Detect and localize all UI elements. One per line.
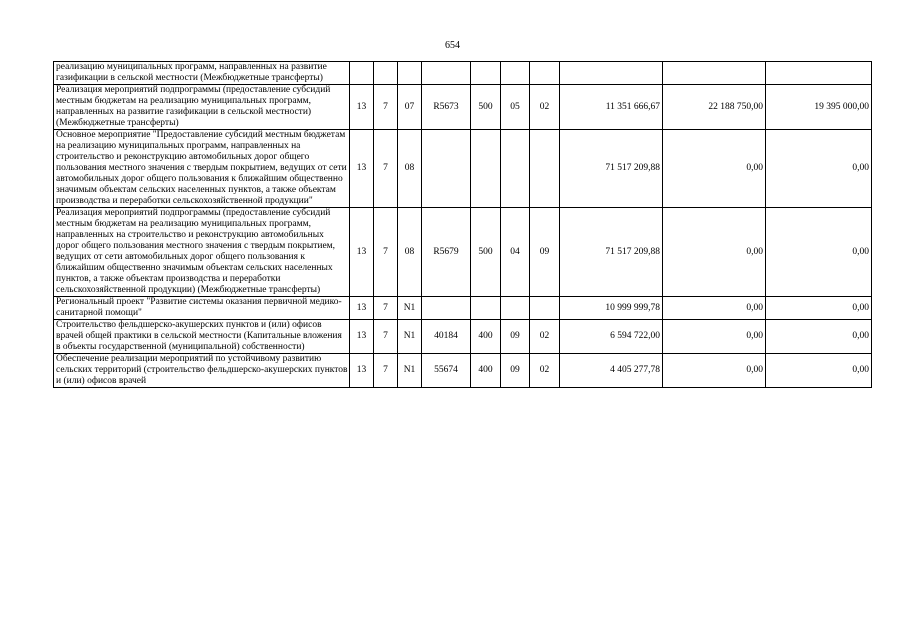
code-cell-4: R5679 xyxy=(422,208,471,297)
code-cell-7: 02 xyxy=(530,320,560,354)
code-cell-5: 500 xyxy=(471,208,501,297)
code-cell-6 xyxy=(501,130,530,208)
code-cell-3: N1 xyxy=(398,297,422,320)
row-description: Региональный проект "Развитие системы оказания первичной медико-санитарной помощи" xyxy=(54,297,350,320)
budget-table xyxy=(53,61,872,388)
amount-cell-1: 10 999 999,78 xyxy=(560,297,663,320)
code-cell-1: 13 xyxy=(350,297,374,320)
row-description: Строительство фельдшерско-акушерских пунктов и (или) офисов врачей общей практики в сельской местности (Капитальные вложения в объекты государственной (муниципальной) собственности) xyxy=(54,320,350,354)
table-row xyxy=(54,354,872,388)
amount-cell-2 xyxy=(663,62,766,85)
code-cell-1: 13 xyxy=(350,130,374,208)
amount-cell-1 xyxy=(560,62,663,85)
table-row xyxy=(54,130,872,208)
amount-cell-1: 71 517 209,88 xyxy=(560,208,663,297)
code-cell-7: 09 xyxy=(530,208,560,297)
code-cell-5 xyxy=(471,130,501,208)
code-cell-6: 05 xyxy=(501,85,530,130)
amount-cell-2: 0,00 xyxy=(663,297,766,320)
code-cell-3: N1 xyxy=(398,354,422,388)
code-cell-5 xyxy=(471,62,501,85)
code-cell-3: 08 xyxy=(398,130,422,208)
code-cell-5: 500 xyxy=(471,85,501,130)
row-description: Обеспечение реализации мероприятий по устойчивому развитию сельских территорий (строительство фельдшерско-акушерских пунктов и (или) офисов врачей xyxy=(54,354,350,388)
amount-cell-3: 0,00 xyxy=(766,208,872,297)
amount-cell-1: 4 405 277,78 xyxy=(560,354,663,388)
table-body xyxy=(54,62,872,388)
amount-cell-2: 22 188 750,00 xyxy=(663,85,766,130)
code-cell-3: N1 xyxy=(398,320,422,354)
code-cell-1: 13 xyxy=(350,85,374,130)
code-cell-3: 08 xyxy=(398,208,422,297)
code-cell-1 xyxy=(350,62,374,85)
code-cell-1: 13 xyxy=(350,320,374,354)
amount-cell-2: 0,00 xyxy=(663,320,766,354)
table-row xyxy=(54,62,872,85)
code-cell-6: 09 xyxy=(501,320,530,354)
code-cell-1: 13 xyxy=(350,208,374,297)
code-cell-7 xyxy=(530,297,560,320)
amount-cell-1: 6 594 722,00 xyxy=(560,320,663,354)
code-cell-5: 400 xyxy=(471,320,501,354)
code-cell-4: 55674 xyxy=(422,354,471,388)
code-cell-7: 02 xyxy=(530,85,560,130)
amount-cell-3: 0,00 xyxy=(766,320,872,354)
code-cell-6 xyxy=(501,62,530,85)
code-cell-2: 7 xyxy=(374,85,398,130)
table-row xyxy=(54,85,872,130)
amount-cell-2: 0,00 xyxy=(663,208,766,297)
amount-cell-3: 19 395 000,00 xyxy=(766,85,872,130)
row-description: Основное мероприятие "Предоставление субсидий местным бюджетам на реализацию муниципальных программ, направленных на строительство и реконструкцию автомобильных дорог общего пользования местного значения с твердым покрытием, ведущих от сети автомобильных дорог общего пользования к ближайшим общественно значимым объектам сельских населенных пунктов, а также объектам производства и переработки сельскохозяйственной продукции" xyxy=(54,130,350,208)
code-cell-5 xyxy=(471,297,501,320)
row-description: Реализация мероприятий подпрограммы (предоставление субсидий местным бюджетам на реализацию муниципальных программ, направленных на строительство и реконструкцию автомобильных дорог общего пользования местного значения с твердым покрытием, ведущих от сети автомобильных дорог общего пользования к ближайшим общественно значимым объектам сельских населенных пунктов, а также объектам производства и переработки сельскохозяйственной продукции) (Межбюджетные трансферты) xyxy=(54,208,350,297)
amount-cell-3: 0,00 xyxy=(766,130,872,208)
code-cell-4 xyxy=(422,297,471,320)
code-cell-6 xyxy=(501,297,530,320)
table-row xyxy=(54,208,872,297)
amount-cell-3: 0,00 xyxy=(766,354,872,388)
amount-cell-3 xyxy=(766,62,872,85)
table-row xyxy=(54,297,872,320)
code-cell-2 xyxy=(374,62,398,85)
amount-cell-1: 11 351 666,67 xyxy=(560,85,663,130)
code-cell-3 xyxy=(398,62,422,85)
amount-cell-2: 0,00 xyxy=(663,130,766,208)
code-cell-2: 7 xyxy=(374,130,398,208)
code-cell-1: 13 xyxy=(350,354,374,388)
code-cell-6: 04 xyxy=(501,208,530,297)
code-cell-7 xyxy=(530,130,560,208)
code-cell-3: 07 xyxy=(398,85,422,130)
code-cell-2: 7 xyxy=(374,297,398,320)
code-cell-4 xyxy=(422,62,471,85)
code-cell-2: 7 xyxy=(374,354,398,388)
code-cell-4: R5673 xyxy=(422,85,471,130)
code-cell-2: 7 xyxy=(374,208,398,297)
code-cell-4 xyxy=(422,130,471,208)
code-cell-7 xyxy=(530,62,560,85)
amount-cell-2: 0,00 xyxy=(663,354,766,388)
code-cell-2: 7 xyxy=(374,320,398,354)
code-cell-4: 40184 xyxy=(422,320,471,354)
table-row xyxy=(54,320,872,354)
page-number: 654 xyxy=(445,40,460,51)
amount-cell-1: 71 517 209,88 xyxy=(560,130,663,208)
code-cell-7: 02 xyxy=(530,354,560,388)
code-cell-5: 400 xyxy=(471,354,501,388)
row-description: Реализация мероприятий подпрограммы (предоставление субсидий местным бюджетам на реализацию муниципальных программ, направленных на развитие газификации в сельской местности) (Межбюджетные трансферты) xyxy=(54,85,350,130)
row-description: реализацию муниципальных программ, направленных на развитие газификации в сельской местности (Межбюджетные трансферты) xyxy=(54,62,350,85)
code-cell-6: 09 xyxy=(501,354,530,388)
amount-cell-3: 0,00 xyxy=(766,297,872,320)
